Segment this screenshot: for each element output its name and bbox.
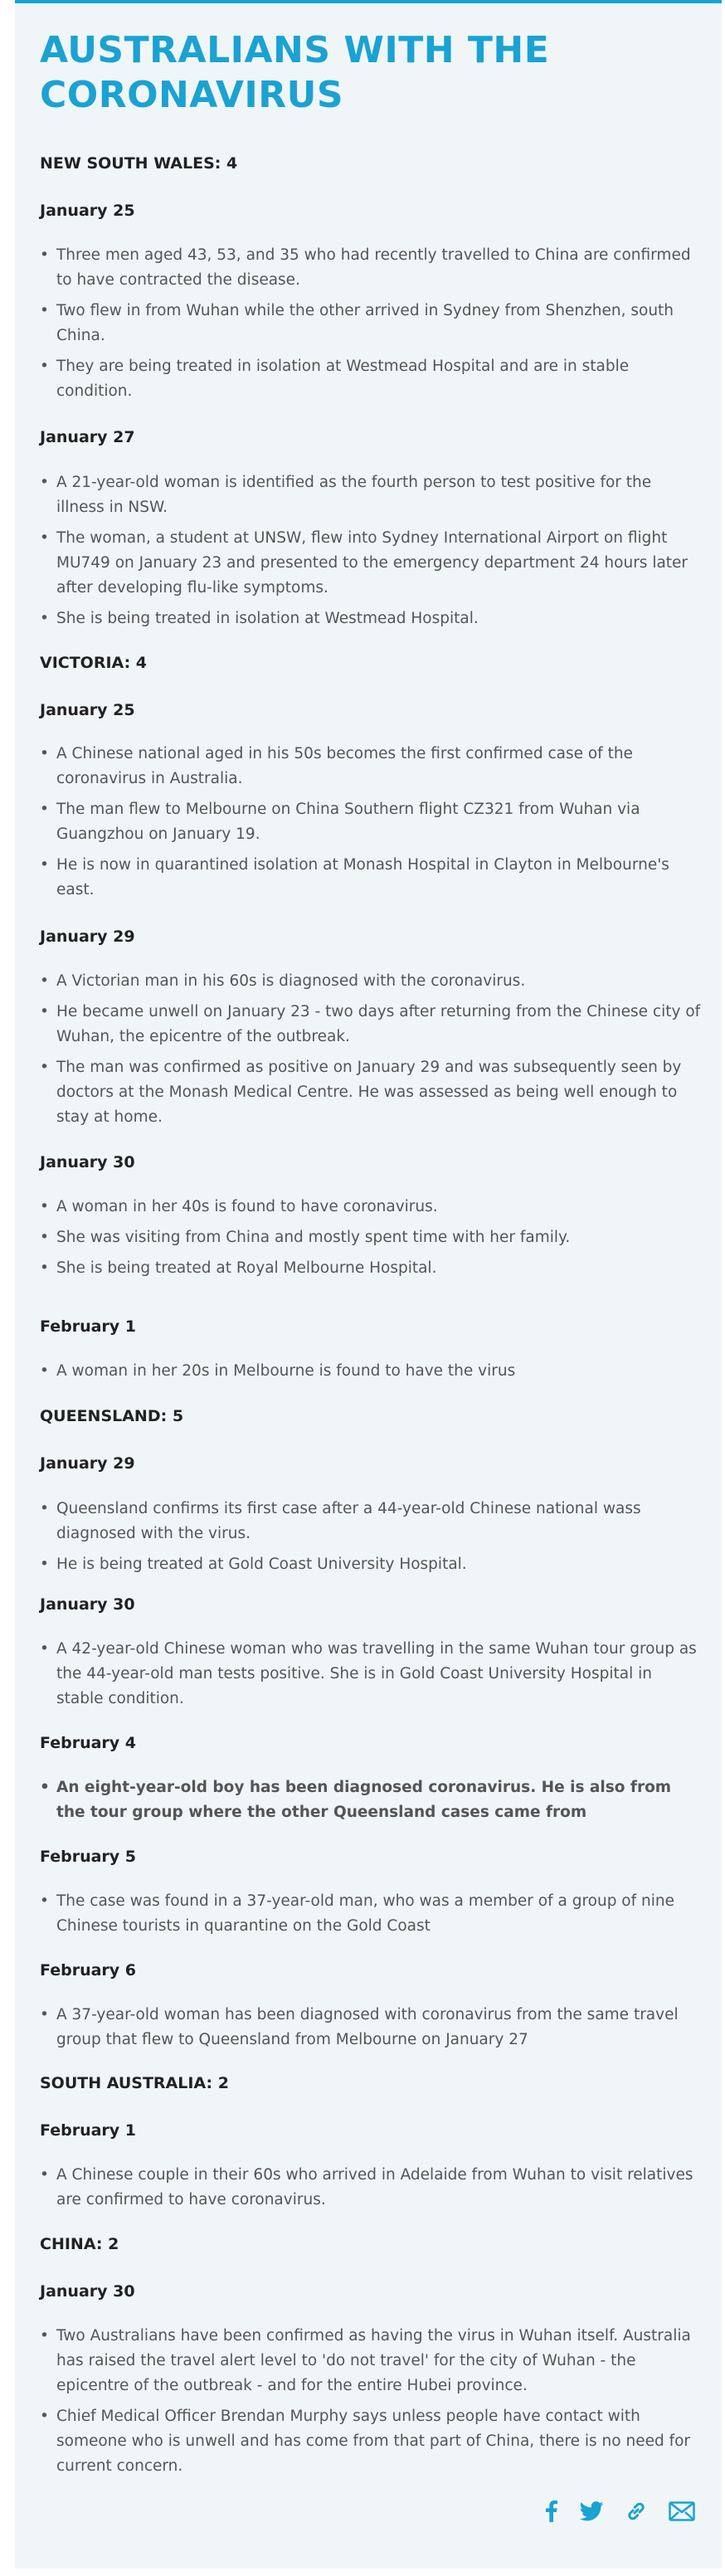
list-item: • Three men aged 43, 53, and 35 who had recently travelled to China are confirmed to have contracted the disease. bbox=[56, 243, 703, 293]
bullet-list bbox=[40, 2324, 720, 2485]
date-heading: January 25 bbox=[40, 701, 135, 719]
bullet-list bbox=[40, 2163, 720, 2218]
bullet-list bbox=[40, 1637, 720, 1717]
link-icon[interactable] bbox=[625, 2501, 647, 2522]
bullet-list bbox=[40, 1359, 720, 1390]
list-item: • A woman in her 20s in Melbourne is found to have the virus bbox=[56, 1359, 703, 1384]
date-heading: January 30 bbox=[40, 1595, 135, 1614]
region-heading-vic: VICTORIA: 4 bbox=[40, 654, 148, 672]
article-card bbox=[15, 0, 722, 2569]
email-icon[interactable] bbox=[669, 2501, 695, 2521]
bullet-list bbox=[40, 1889, 720, 1945]
list-item: • She is being treated at Royal Melbourne Hospital. bbox=[56, 1256, 703, 1281]
bullet-list bbox=[40, 969, 720, 1136]
list-item: • The man flew to Melbourne on China Southern flight CZ321 from Wuhan via Guangzhou on January 19. bbox=[56, 797, 703, 847]
bullet-list bbox=[40, 1497, 720, 1583]
date-heading: February 5 bbox=[40, 1848, 137, 1866]
list-item: • A 42-year-old Chinese woman who was travelling in the same Wuhan tour group as the 44-year-old man tests positive. She is in Gold Coast University Hospital in stable condition. bbox=[56, 1637, 703, 1712]
facebook-icon[interactable] bbox=[546, 2501, 557, 2522]
region-heading-qld: QUEENSLAND: 5 bbox=[40, 1407, 184, 1425]
date-heading: January 30 bbox=[40, 1153, 135, 1171]
list-item: • He is being treated at Gold Coast University Hospital. bbox=[56, 1552, 703, 1577]
list-item: • A woman in her 40s is found to have coronavirus. bbox=[56, 1195, 703, 1220]
list-item: • An eight-year-old boy has been diagnosed coronavirus. He is also from the tour group where the other Queensland cases came from bbox=[56, 1775, 703, 1825]
date-heading: January 29 bbox=[40, 1454, 135, 1473]
list-item: • The man was confirmed as positive on January 29 and was subsequently seen by doctors at the Monash Medical Centre. He was assessed as being well enough to stay at home. bbox=[56, 1055, 703, 1130]
bullet-list bbox=[40, 1775, 720, 1831]
list-item: • The woman, a student at UNSW, flew into Sydney International Airport on flight MU749 on January 23 and presented to the emergency department 24 hours later after developing flu-like symptoms. bbox=[56, 526, 703, 601]
region-heading-sa: SOUTH AUSTRALIA: 2 bbox=[40, 2074, 229, 2092]
list-item: • Two Australians have been confirmed as having the virus in Wuhan itself. Australia has raised the travel alert level to 'do not travel' for the city of Wuhan - the epicentre of the outbreak - and for the entire Hubei province. bbox=[56, 2324, 703, 2398]
list-item: • The case was found in a 37-year-old man, who was a member of a group of nine Chinese tourists in quarantine on the Gold Coast bbox=[56, 1889, 703, 1939]
bullet-list bbox=[40, 742, 720, 908]
bullet-list bbox=[40, 2003, 720, 2058]
list-item: • A Chinese couple in their 60s who arrived in Adelaide from Wuhan to visit relatives are confirmed to have coronavirus. bbox=[56, 2163, 703, 2213]
date-heading: February 6 bbox=[40, 1961, 137, 1979]
list-item: • A 21-year-old woman is identified as the fourth person to test positive for the illness in NSW. bbox=[56, 470, 703, 520]
date-heading: February 1 bbox=[40, 2121, 137, 2140]
list-item: • She is being treated in isolation at Westmead Hospital. bbox=[56, 606, 703, 631]
date-heading: February 1 bbox=[40, 1317, 137, 1336]
date-heading: January 27 bbox=[40, 428, 135, 446]
bullet-list bbox=[40, 470, 720, 637]
list-item: • Two flew in from Wuhan while the other arrived in Sydney from Shenzhen, south China. bbox=[56, 299, 703, 348]
list-item: • Chief Medical Officer Brendan Murphy says unless people have contact with someone who is unwell and has come from that part of China, there is no need for current concern. bbox=[56, 2404, 703, 2479]
date-heading: January 30 bbox=[40, 2282, 135, 2301]
list-item: • A 37-year-old woman has been diagnosed with coronavirus from the same travel group that flew to Queensland from Melbourne on January 27 bbox=[56, 2003, 703, 2053]
list-item: • A Chinese national aged in his 50s becomes the first confirmed case of the coronavirus in Australia. bbox=[56, 742, 703, 791]
list-item: • They are being treated in isolation at Westmead Hospital and are in stable condition. bbox=[56, 354, 703, 404]
region-heading-china: CHINA: 2 bbox=[40, 2235, 119, 2253]
list-item: • He is now in quarantined isolation at Monash Hospital in Clayton in Melbourne's east. bbox=[56, 853, 703, 903]
share-bar bbox=[546, 2501, 695, 2522]
list-item: • He became unwell on January 23 - two days after returning from the Chinese city of Wuhan, the epicentre of the outbreak. bbox=[56, 1000, 703, 1049]
date-heading: February 4 bbox=[40, 1734, 137, 1752]
list-item: • A Victorian man in his 60s is diagnosed with the coronavirus. bbox=[56, 969, 703, 994]
page-title: AUSTRALIANS WITH THE CORONAVIRUS bbox=[40, 29, 550, 116]
region-heading-nsw: NEW SOUTH WALES: 4 bbox=[40, 154, 238, 173]
bullet-list bbox=[40, 1195, 720, 1287]
date-heading: January 29 bbox=[40, 928, 135, 946]
date-heading: January 25 bbox=[40, 202, 135, 220]
list-item: • She was visiting from China and mostly spent time with her family. bbox=[56, 1225, 703, 1250]
list-item: • Queensland confirms its first case after a 44-year-old Chinese national wass diagnosed with the virus. bbox=[56, 1497, 703, 1546]
bullet-list bbox=[40, 243, 720, 410]
twitter-icon[interactable] bbox=[579, 2501, 604, 2521]
